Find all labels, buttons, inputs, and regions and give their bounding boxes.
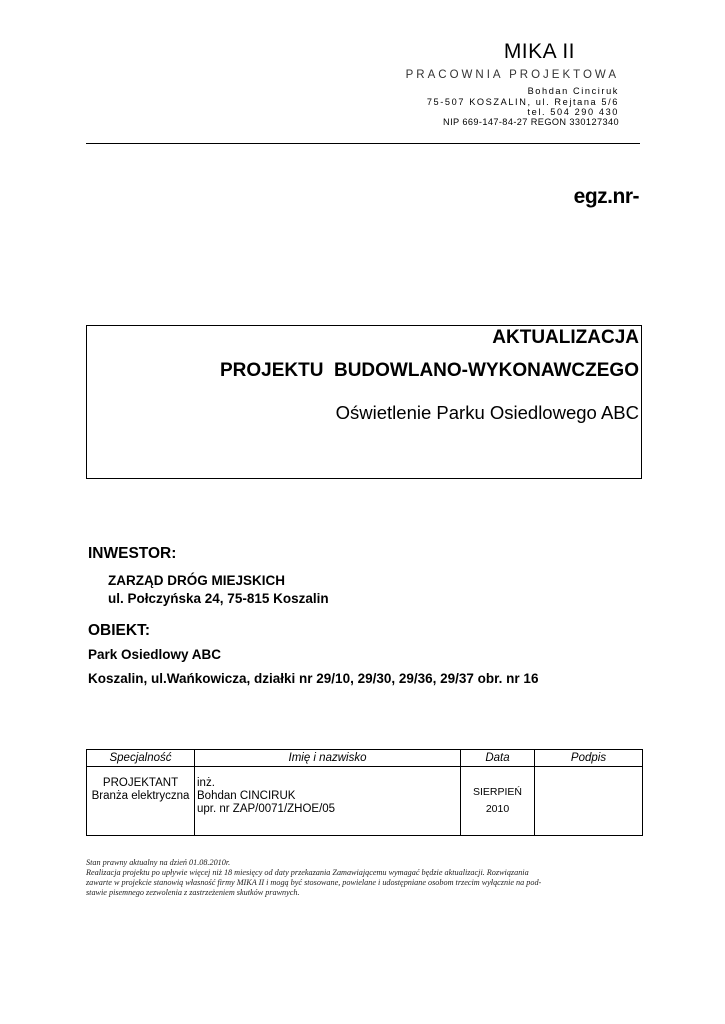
date-cell <box>461 767 535 836</box>
investor-address: ul. Połczyńska 24, 75-815 Koszalin <box>108 591 329 606</box>
title-line-1: AKTUALIZACJA <box>492 327 639 348</box>
footnote-line-3: zawarte w projekcie stanowią własność firmy MIKA II i mogą być stosowane, powielane i udostępniane osobom trzecim wyłącznie na pod- <box>86 878 542 887</box>
designer-name: Bohdan CINCIRUK <box>197 790 296 802</box>
footnote-line-1: Stan prawny aktualny na dzień 01.08.2010r. <box>86 858 231 867</box>
object-heading: OBIEKT: <box>88 622 150 639</box>
title-line-2: PROJEKTU BUDOWLANO-WYKONAWCZEGO <box>219 360 639 381</box>
date-month: SIERPIEŃ <box>472 786 522 798</box>
object-name: Park Osiedlowy ABC <box>88 647 222 662</box>
investor-heading: INWESTOR: <box>88 545 177 562</box>
firm-subtitle: PRACOWNIA PROJEKTOWA <box>405 69 619 81</box>
firm-tax-ids: NIP 669-147-84-27 REGON 330127340 <box>443 117 619 127</box>
header-date: Data <box>461 750 535 767</box>
header-signature: Podpis <box>535 750 643 767</box>
table-header-row <box>87 750 643 767</box>
specialty-role: PROJEKTANT <box>102 777 179 789</box>
object-location: Koszalin, ul.Wańkowicza, działki nr 29/10, 29/30, 29/36, 29/37 obr. nr 16 <box>88 671 539 686</box>
investor-name: ZARZĄD DRÓG MIEJSKICH <box>108 573 286 588</box>
signature-table <box>86 749 643 836</box>
header-specialty: Specjalność <box>87 750 195 767</box>
specialty-branch: Branża elektryczna <box>91 790 190 802</box>
designer-cell <box>195 767 461 836</box>
copy-number: egz.nr- <box>573 185 639 208</box>
designer-license: upr. nr ZAP/0071/ZHOE/05 <box>197 803 336 815</box>
signature-cell <box>535 767 643 836</box>
legal-footnote <box>86 858 642 898</box>
title-line-3: Oświetlenie Parku Osiedlowego ABC <box>335 402 639 423</box>
firm-phone: tel. 504 290 430 <box>527 107 619 117</box>
table-row <box>87 767 643 836</box>
designer-title: inż. <box>197 777 215 789</box>
firm-owner: Bohdan Cinciruk <box>527 86 619 96</box>
header-name: Imię i nazwisko <box>195 750 461 767</box>
date-year: 2010 <box>485 803 510 815</box>
footnote-line-4: stawie pisemnego zezwolenia z zastrzeżeniem skutków prawnych. <box>86 888 300 897</box>
footnote-line-2: Realizacja projektu po upływie więcej niż 18 miesięcy od daty przekazania Zamawiającemu wymagać będzie aktualizacji. Rozwiązania <box>86 868 529 877</box>
header-divider <box>86 143 640 144</box>
firm-address: 75-507 KOSZALIN, ul. Rejtana 5/6 <box>426 97 619 107</box>
specialty-cell <box>87 767 195 836</box>
firm-name: MIKA II <box>503 40 575 63</box>
